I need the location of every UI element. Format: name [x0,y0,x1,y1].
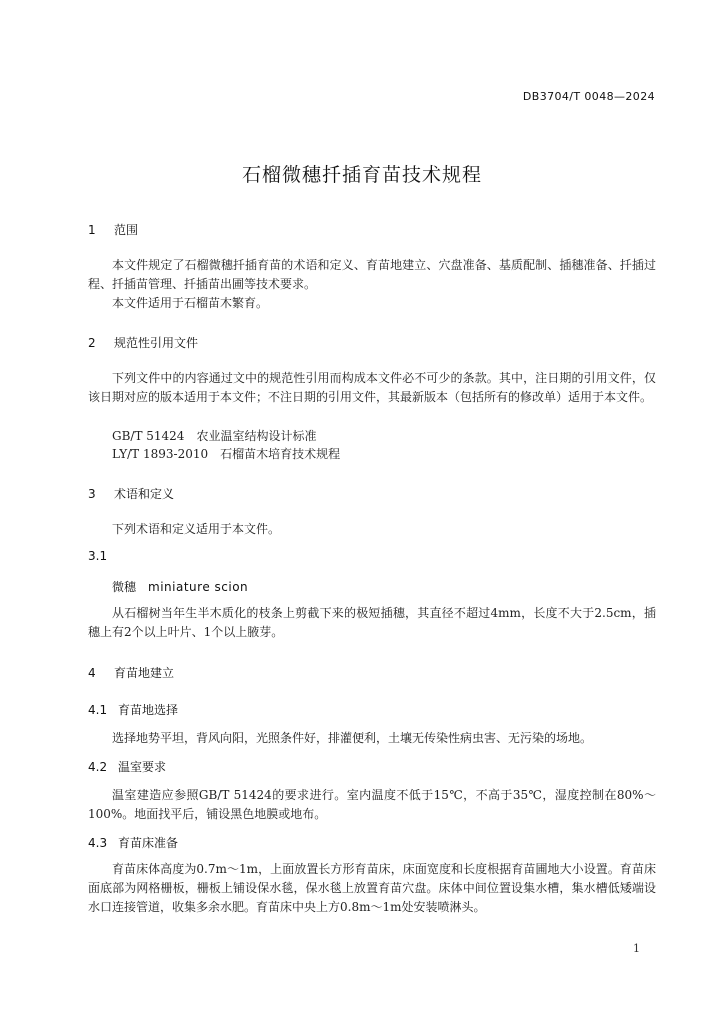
section-heading-normative-references [88,334,198,351]
paragraph: 下列文件中的内容通过文中的规范性引用而构成本文件必不可少的条款。其中，注日期的引用文件，仅该日期对应的版本适用于本文件；不注日期的引用文件，其最新版本（包括所有的修改单）适用于本文件。 [88,371,656,404]
subsection-number: 4.3 [88,836,108,850]
term-definition: 从石榴树当年生半木质化的枝条上剪截下来的极短插穗，其直径不超过4mm，长度不大于2.5cm，插穗上有2个以上叶片、1个以上腋芽。 [88,606,656,639]
paragraph: 下列术语和定义适用于本文件。 [112,522,281,536]
section-title: 规范性引用文件 [114,336,199,350]
reference-item: LY/T 1893-2010 石榴苗木培育技术规程 [112,447,341,461]
section-title: 术语和定义 [114,487,175,501]
subsection-heading [88,758,166,775]
subsection-title: 温室要求 [118,760,167,774]
paragraph: 温室建造应参照GB/T 51424的要求进行。室内温度不低于15℃，不高于35℃，湿度控制在80%～100%。地面找平后，铺设黑色地膜或地布。 [88,788,656,821]
section-number: 3 [88,487,96,501]
document-number: DB3704/T 0048—2024 [522,90,655,103]
section-heading-terms [88,485,174,502]
section-title: 育苗地建立 [114,666,175,680]
section-heading-nursery [88,664,174,681]
term-english: miniature scion [148,580,249,594]
paragraph: 育苗床体高度为0.7m～1m，上面放置长方形育苗床，床面宽度和长度根据育苗圃地大小设置。育苗床面底部为网格栅板，栅板上铺设保水毯，保水毯上放置育苗穴盘。床体中间位置设集水槽，集水槽低矮端设水口连接管道，收集多余水肥。育苗床中央上方0.8m～1m处安装喷淋头。 [88,862,656,914]
paragraph: 选择地势平坦，背风向阳，光照条件好，排灌便利，土壤无传染性病虫害、无污染的场地。 [112,731,593,745]
section-number: 2 [88,336,96,350]
subsection-title: 育苗床准备 [118,836,179,850]
section-title: 范围 [114,223,139,237]
paragraph: 本文件适用于石榴苗木繁育。 [112,296,269,310]
paragraph: 本文件规定了石榴微穗扦插育苗的术语和定义、育苗地建立、穴盘准备、基质配制、插穗准备、扦插过程、扦插苗管理、扦插苗出圃等技术要求。 [88,258,656,291]
subsection-number: 4.1 [88,703,108,717]
document-title: 石榴微穗扦插育苗技术规程 [241,164,482,186]
subsection-number: 4.2 [88,760,108,774]
section-heading-scope [88,221,138,238]
section-number: 4 [88,666,96,680]
term-chinese: 微穗 [112,580,137,594]
subsection-title: 育苗地选择 [118,703,179,717]
subsection-heading [88,701,178,718]
section-number: 1 [88,223,96,237]
page-number: 1 [633,942,640,955]
term-entry [112,578,248,595]
subsection-heading [88,834,178,851]
subsection-number: 3.1 [88,549,108,563]
reference-item: GB/T 51424 农业温室结构设计标准 [112,429,317,443]
